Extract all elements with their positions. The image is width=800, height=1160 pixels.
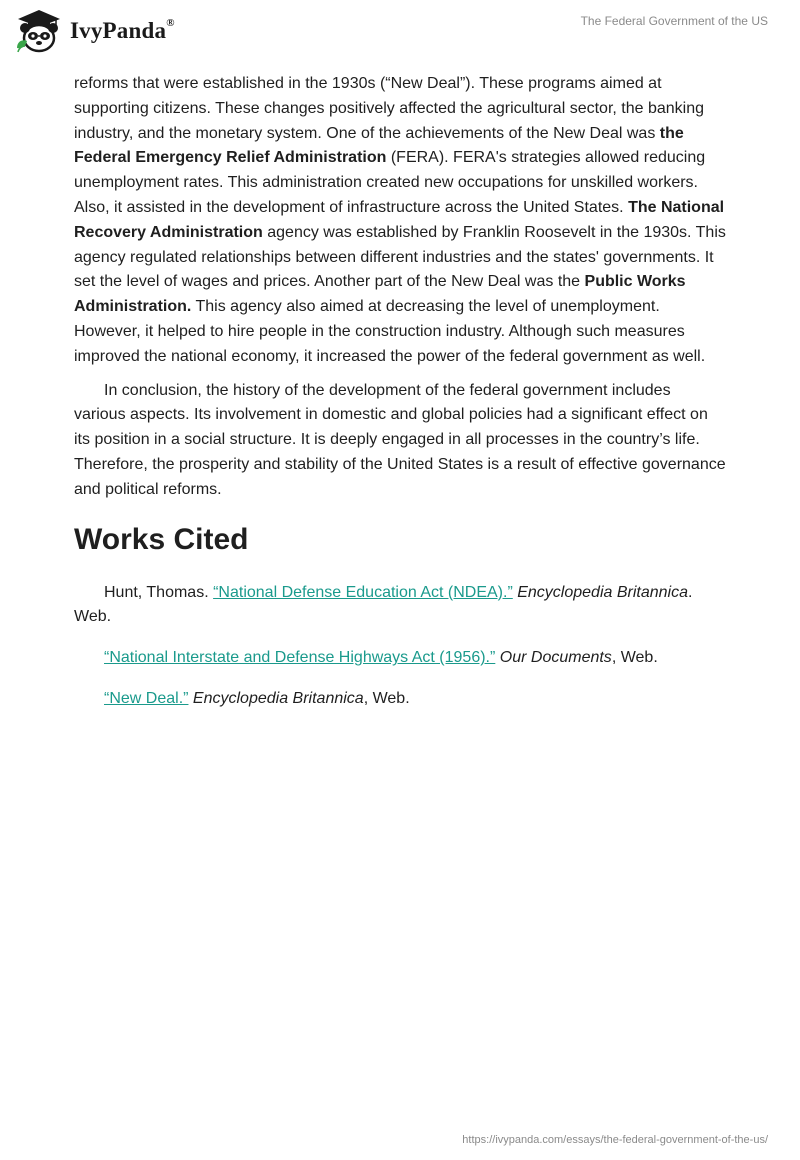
body-paragraph-1: reforms that were established in the 1930s (“New Deal”). These programs aimed at supporting citizens. These changes positively affected the agricultural sector, the banking industry, and the monetary system. One of the achievements of the New Deal was the Federal Emergency Relief Administration (FERA). FERA's strategies allowed reducing unemployment rates. This administration created new occupations for unskilled workers. Also, it assisted in the development of infrastructure across the United States. The National Recovery Administration agency was established by Franklin Roosevelt in the 1930s. This agency regulated relationships between different industries and the states' governments. It set the level of wages and prices. Another part of the New Deal was the Public Works Administration. This agency also aimed at decreasing the level of unemployment. However, it helped to hire people in the construction industry. Although such measures improved the national economy, it increased the power of the federal government as well. bbox=[74, 75, 726, 365]
citation-1-source: Encyclopedia Britannica bbox=[517, 583, 688, 601]
citation-1: Hunt, Thomas. “National Defense Education Act (NDEA).” Encyclopedia Britannica. Web. bbox=[74, 583, 693, 626]
citation-3: “New Deal.” Encyclopedia Britannica, Web. bbox=[104, 689, 410, 707]
bold-term-nra: The National Recovery Administration bbox=[74, 198, 725, 241]
page-header bbox=[0, 0, 800, 70]
bold-term-pwa: Public Works Administration. bbox=[74, 273, 686, 316]
panda-logo-icon bbox=[14, 8, 64, 54]
registered-mark: ® bbox=[166, 17, 175, 30]
bold-term-fera: the Federal Emergency Relief Administration bbox=[74, 124, 684, 167]
document-title: The Federal Government of the US bbox=[580, 14, 768, 28]
brand-name: IvyPanda® bbox=[70, 17, 175, 43]
citation-3-link[interactable]: “New Deal.” bbox=[104, 689, 189, 707]
citation-3-source: Encyclopedia Britannica bbox=[192, 689, 364, 707]
body-paragraph-2: In conclusion, the history of the development of the federal government includes various aspects. Its involvement in domestic and global policies had a significant effect on its position in a social structure. It is deeply engaged in all processes in the country’s life. Therefore, the prosperity and stability of the United States is a result of effective governance and political reforms. bbox=[74, 381, 726, 498]
citation-2-source: Our Documents bbox=[499, 649, 612, 667]
brand-logo[interactable] bbox=[14, 8, 175, 54]
citation-2-link[interactable]: “National Interstate and Defense Highways Act (1956).” bbox=[104, 649, 496, 667]
citation-1-link[interactable]: “National Defense Education Act (NDEA).” bbox=[213, 583, 513, 601]
footer-url[interactable]: https://ivypanda.com/essays/the-federal-government-of-the-us/ bbox=[462, 1134, 768, 1146]
essay-content bbox=[74, 72, 726, 728]
citation-2: “National Interstate and Defense Highways Act (1956).” Our Documents, Web. bbox=[104, 649, 658, 667]
works-cited-heading: Works Cited bbox=[74, 522, 249, 556]
